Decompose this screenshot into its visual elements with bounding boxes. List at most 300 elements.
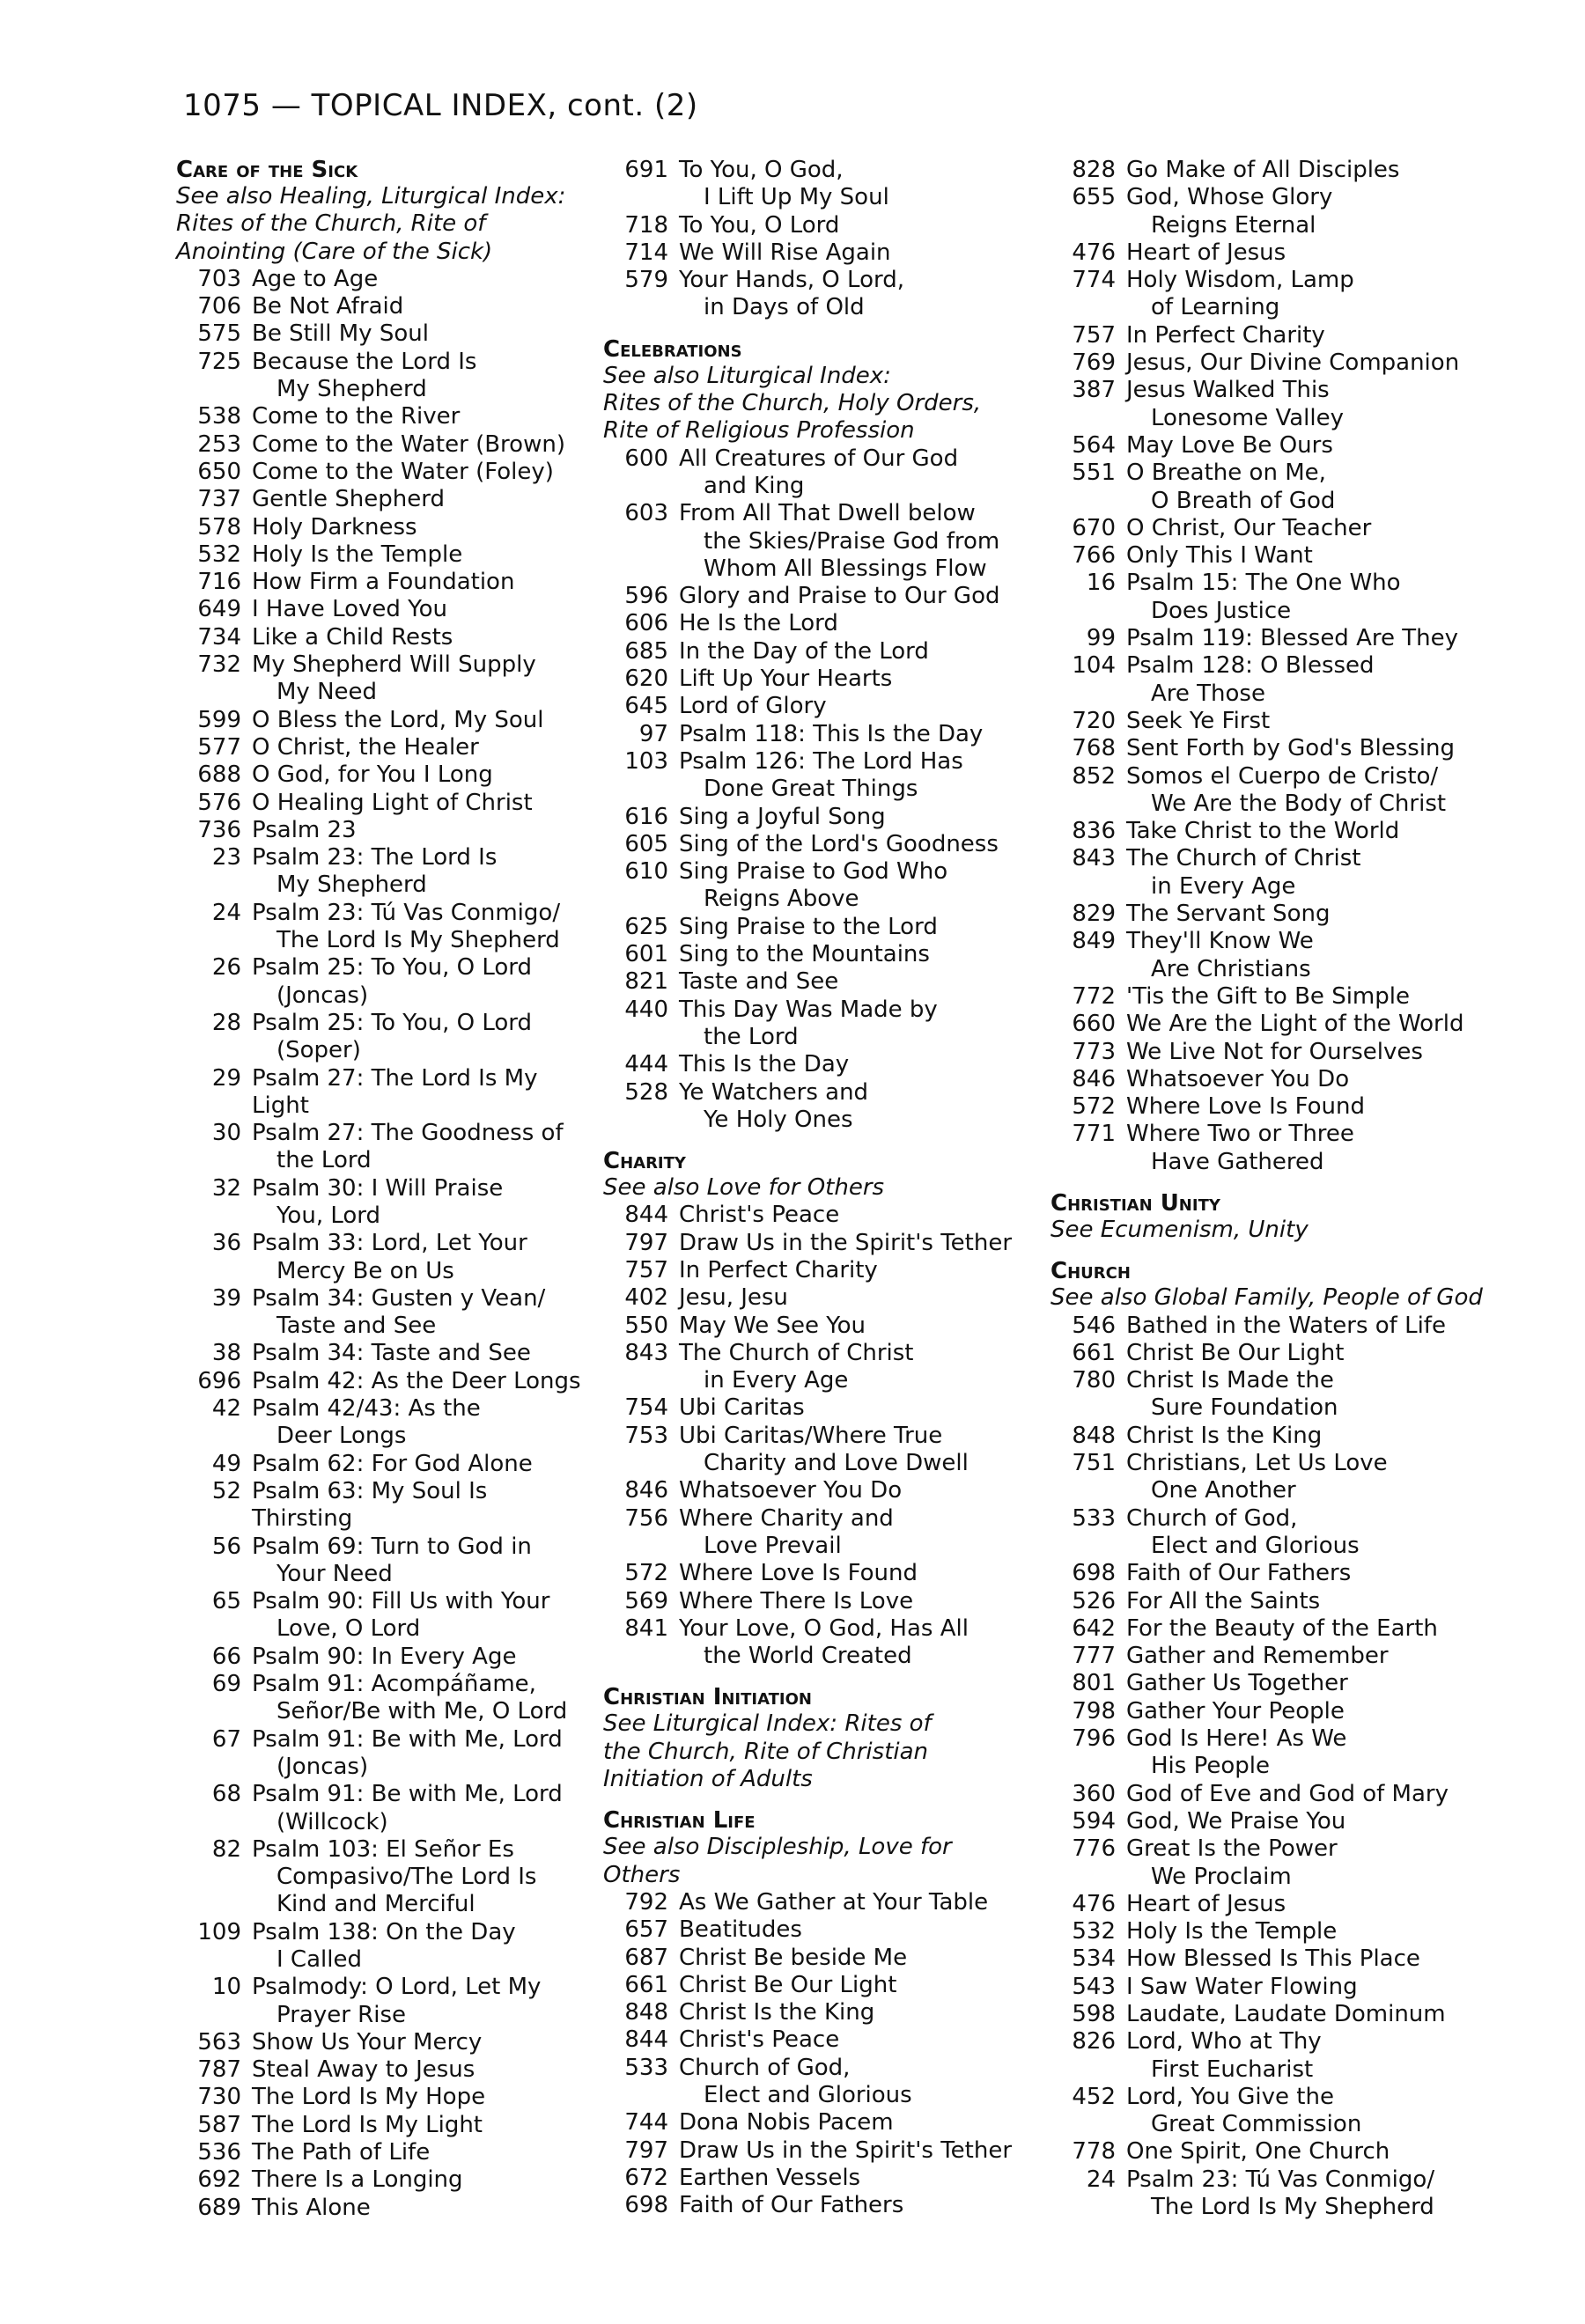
hymn-number: 52 (211, 1477, 241, 1504)
hymn-number: 846 (1072, 1065, 1116, 1092)
hymn-number: 109 (197, 1918, 241, 1945)
hymn-title-line: Reigns Above (704, 886, 859, 913)
hymn-title-line: Your Hands, O Lord, (679, 267, 904, 294)
index-entry (1051, 1670, 1491, 1697)
hymn-number: 650 (197, 458, 241, 485)
index-entry (603, 1560, 1035, 1587)
index-entry (1051, 2084, 1491, 2139)
hymn-title-line: Charity and Love Dwell (704, 1450, 969, 1477)
hymn-number: 26 (211, 954, 241, 982)
hymn-title (679, 2109, 1035, 2136)
index-entry (603, 858, 1035, 914)
hymn-number: 82 (211, 1835, 241, 1863)
hymn-title (679, 1505, 1035, 1561)
hymn-title (1126, 735, 1491, 762)
section-heading: Christian Life (603, 1807, 756, 1835)
hymn-title-line: I Have Loved You (252, 596, 447, 623)
hymn-title (1126, 652, 1491, 708)
hymn-title (1126, 1781, 1491, 1808)
hymn-title-line: God of Eve and God of Mary (1126, 1780, 1449, 1807)
hymn-title-line: Whatsoever You Do (679, 1477, 903, 1504)
hymn-title-line: Go Make of All Disciples (1126, 157, 1400, 183)
index-entry (1051, 652, 1491, 708)
hymn-title (1126, 1505, 1491, 1561)
hymn-number: 24 (1086, 2166, 1116, 2193)
hymn-title (252, 1340, 590, 1367)
hymn-title-line: In Perfect Charity (679, 1256, 878, 1283)
hymn-title-line: In Perfect Charity (1126, 321, 1325, 349)
hymn-title-line: We Live Not for Ourselves (1126, 1038, 1423, 1065)
hymn-number: 774 (1072, 267, 1116, 294)
hymn-title-line: Lord, Who at Thy (1126, 2028, 1322, 2056)
hymn-title-line: Like a Child Rests (252, 623, 453, 651)
index-entry (1051, 1808, 1491, 1835)
index-entry (1051, 1615, 1491, 1643)
hymn-number: 841 (624, 1614, 668, 1642)
hymn-number: 773 (1072, 1038, 1116, 1065)
hymn-title (679, 1340, 1035, 1395)
index-entry (176, 651, 590, 707)
hymn-number: 49 (211, 1450, 241, 1477)
hymn-title-line: We Will Rise Again (679, 239, 891, 266)
hymn-number: 846 (624, 1477, 668, 1504)
hymn-number: 757 (624, 1256, 668, 1283)
hymn-title (679, 858, 1035, 914)
hymn-number: 625 (624, 913, 668, 940)
index-entry (176, 954, 590, 1010)
index-section (603, 1807, 1035, 2219)
hymn-number: 606 (624, 610, 668, 637)
hymn-title (252, 403, 590, 430)
hymn-title-line: Sing a Joyful Song (679, 803, 886, 830)
hymn-number: 796 (1072, 1725, 1116, 1753)
hymn-title-line: The Lord Is My Shepherd (1151, 2194, 1434, 2221)
hymn-number: 103 (624, 747, 668, 775)
see-also-note: See also Liturgical Index: (603, 362, 891, 389)
hymn-title (1126, 1039, 1491, 1066)
hymn-title (1126, 1011, 1491, 1038)
hymn-number: 655 (1072, 184, 1116, 211)
hymn-number: 716 (197, 569, 241, 596)
hymn-title-line: Psalm 15: The One Who (1126, 570, 1401, 597)
hymn-title-line: Psalm 25: To You, O Lord (252, 954, 533, 982)
hymn-title-line: God, We Praise You (1126, 1807, 1346, 1835)
index-entry (176, 1395, 590, 1451)
hymn-number: 65 (211, 1588, 241, 1615)
hymn-number: 536 (197, 2139, 241, 2166)
hymn-number: 550 (624, 1312, 668, 1339)
hymn-title (1126, 1725, 1491, 1781)
hymn-title (1126, 1313, 1491, 1340)
index-entry (603, 1972, 1035, 1999)
index-entry (1051, 542, 1491, 570)
index-entry (603, 239, 1035, 267)
hymn-title-line: Heart of Jesus (1126, 1890, 1286, 1917)
hymn-title-line: Gentle Shepherd (252, 486, 445, 513)
index-entry (1051, 1781, 1491, 1808)
index-entry (1051, 1313, 1491, 1340)
hymn-title (679, 2165, 1035, 2192)
see-also-note: Anointing (Care of the Sick) (176, 238, 493, 265)
hymn-title (252, 624, 590, 651)
index-entry (176, 2112, 590, 2139)
hymn-title (252, 900, 590, 955)
hymn-title-line: One Spirit, One Church (1126, 2138, 1390, 2166)
section-heading: Christian Unity (1051, 1189, 1220, 1217)
hymn-title (252, 1781, 590, 1836)
hymn-number: 780 (1072, 1367, 1116, 1394)
hymn-title (252, 817, 590, 844)
hymn-title-line: (Joncas) (276, 982, 369, 1009)
hymn-title (679, 1423, 1035, 1478)
index-entry (176, 1671, 590, 1726)
hymn-title (1126, 1560, 1491, 1587)
hymn-title-line: In the Day of the Lord (679, 637, 929, 665)
hymn-number: 844 (624, 1202, 668, 1229)
index-entry (603, 500, 1035, 583)
hymn-number: 661 (624, 1971, 668, 1998)
hymn-number: 572 (624, 1560, 668, 1587)
hymn-title (252, 734, 590, 761)
hymn-title (679, 1615, 1035, 1671)
hymn-title (679, 1313, 1035, 1340)
hymn-title-line: O Christ, the Healer (252, 733, 479, 761)
hymn-title-line: Psalm 62: For God Alone (252, 1450, 533, 1477)
hymn-title (1126, 1643, 1491, 1670)
hymn-title (1126, 2028, 1491, 2084)
hymn-title-line: Christ's Peace (679, 1202, 840, 1229)
index-entry (176, 1120, 590, 1175)
hymn-title (679, 1079, 1035, 1135)
index-entry (176, 817, 590, 844)
index-entry (603, 997, 1035, 1052)
index-entry (603, 2026, 1035, 2054)
see-also-note: Initiation of Adults (603, 1766, 813, 1793)
index-entry (603, 666, 1035, 693)
index-entry (1051, 1011, 1491, 1038)
hymn-number: 578 (197, 513, 241, 541)
hymn-title-line: Whom All Blessings Flow (704, 555, 987, 582)
hymn-number: 569 (624, 1587, 668, 1614)
hymn-number: 718 (624, 211, 668, 239)
hymn-title-line: Only This I Want (1126, 542, 1313, 570)
index-entry (603, 157, 1035, 212)
hymn-title-line: Psalm 34: Taste and See (252, 1340, 531, 1367)
hymn-title (252, 1065, 590, 1121)
hymn-title-line: Elect and Glorious (1151, 1532, 1360, 1559)
hymn-title (679, 610, 1035, 637)
hymn-title-line: Psalm 42/43: As the (252, 1395, 481, 1423)
hymn-title-line: Where Love Is Found (1126, 1093, 1366, 1121)
hymn-title (1126, 1808, 1491, 1835)
hymn-title (679, 1588, 1035, 1615)
hymn-title (679, 1945, 1035, 1972)
hymn-number: 670 (1072, 514, 1116, 541)
hymn-title-line: in Every Age (1151, 872, 1296, 900)
hymn-title (1126, 983, 1491, 1011)
hymn-title-line: Ubi Caritas/Where True (679, 1422, 943, 1449)
hymn-title (1126, 460, 1491, 515)
hymn-title-line: 'Tis the Gift to Be Simple (1126, 982, 1410, 1010)
hymn-title (1126, 1698, 1491, 1725)
hymn-title-line: Come to the River (252, 403, 461, 430)
hymn-number: 67 (211, 1725, 241, 1753)
index-entry (603, 1284, 1035, 1312)
index-entry (1051, 1560, 1491, 1587)
hymn-title (1126, 267, 1491, 322)
hymn-title-line: The Lord Is My Hope (252, 2084, 486, 2111)
index-entry (176, 900, 590, 955)
hymn-title (252, 1836, 590, 1919)
hymn-title (252, 569, 590, 596)
hymn-number: 843 (1072, 845, 1116, 872)
hymn-title-line: Holy Darkness (252, 513, 417, 541)
hymn-title-line: Faith of Our Fathers (679, 2192, 904, 2219)
index-entry (603, 748, 1035, 804)
hymn-number: 452 (1072, 2083, 1116, 2110)
see-also-note: Rites of the Church, Rite of (176, 210, 486, 238)
hymn-title (252, 293, 590, 320)
hymn-title-line: Psalm 42: As the Deer Longs (252, 1367, 581, 1394)
index-entry (176, 596, 590, 623)
hymn-title-line: This Day Was Made by (679, 996, 938, 1023)
hymn-title (679, 239, 1035, 267)
see-also-note: See also Love for Others (603, 1174, 885, 1202)
index-column-2 (603, 157, 1035, 2219)
hymn-title (1126, 2166, 1491, 2222)
hymn-title-line: Psalm 128: O Blessed (1126, 652, 1375, 680)
hymn-title (679, 267, 1035, 322)
hymn-title (1126, 239, 1491, 267)
hymn-title-line: Prayer Rise (276, 2001, 407, 2028)
hymn-title-line: of Learning (1151, 294, 1280, 321)
hymn-title-line: the Lord (704, 1023, 799, 1050)
index-entry (603, 2192, 1035, 2219)
index-column-1 (176, 157, 590, 2222)
hymn-number: 696 (197, 1367, 241, 1394)
hymn-title (679, 1202, 1035, 1229)
hymn-number: 24 (211, 899, 241, 926)
hymn-title-line: Psalm 91: Acompáñame, (252, 1671, 536, 1698)
hymn-title-line: and King (704, 472, 805, 499)
hymn-title-line: (Joncas) (276, 1753, 369, 1780)
see-also-note: See also Discipleship, Love for Others (603, 1834, 952, 1888)
hymn-title-line: We Are the Body of Christ (1151, 790, 1447, 817)
hymn-title (1126, 845, 1491, 901)
hymn-title-line: Reigns Eternal (1151, 211, 1316, 239)
hymn-title (252, 1974, 590, 2029)
hymn-number: 769 (1072, 349, 1116, 377)
hymn-title-line: From All That Dwell below (679, 500, 976, 527)
hymn-title-line: Taste and See (276, 1313, 437, 1340)
hymn-title (679, 638, 1035, 666)
hymn-title (1126, 349, 1491, 377)
hymn-number: 753 (624, 1422, 668, 1449)
hymn-title-line: Take Christ to the World (1126, 818, 1400, 845)
hymn-title-line: Ye Holy Ones (704, 1106, 853, 1133)
index-column-3 (1051, 157, 1491, 2221)
index-entry (1051, 377, 1491, 432)
index-entry (603, 1079, 1035, 1135)
hymn-number: 792 (624, 1888, 668, 1916)
index-entry (1051, 1643, 1491, 1670)
hymn-number: 771 (1072, 1121, 1116, 1148)
index-entry (1051, 2166, 1491, 2222)
hymn-title-line: (Willcock) (276, 1808, 388, 1835)
hymn-title-line: Psalm 138: On the Day (252, 1918, 516, 1945)
hymn-title (252, 1285, 590, 1341)
hymn-number: 703 (197, 265, 241, 292)
index-entry (603, 804, 1035, 831)
hymn-title (1126, 1615, 1491, 1643)
hymn-title (679, 666, 1035, 693)
hymn-title-line: I Called (276, 1946, 362, 1973)
hymn-title-line: Be Still My Soul (252, 320, 429, 348)
index-entry (603, 941, 1035, 968)
hymn-number: 698 (624, 2192, 668, 2219)
hymn-title-line: the Skies/Praise God from (704, 527, 1000, 555)
index-entry (176, 1175, 590, 1231)
hymn-number: 714 (624, 239, 668, 266)
hymn-number: 688 (197, 761, 241, 789)
index-entry (176, 1230, 590, 1285)
index-entry (1051, 625, 1491, 652)
hymn-number: 579 (624, 267, 668, 294)
hymn-title-line: Lift Up Your Hearts (679, 666, 893, 693)
hymn-number: 476 (1072, 1890, 1116, 1917)
hymn-number: 30 (211, 1120, 241, 1147)
see-also-note: See Ecumenism, Unity (1051, 1216, 1309, 1243)
index-entry (176, 1368, 590, 1395)
hymn-number: 660 (1072, 1011, 1116, 1038)
index-entry (176, 2139, 590, 2166)
hymn-title-line: Psalm 33: Lord, Let Your (252, 1230, 527, 1257)
hymn-title-line: Psalm 34: Gusten y Vean/ (252, 1284, 546, 1312)
hymn-title (252, 954, 590, 1010)
section-heading: Care of the Sick (176, 157, 358, 183)
index-section (1051, 1190, 1491, 1244)
hymn-number: 772 (1072, 982, 1116, 1010)
hymn-title-line: Sent Forth by God's Blessing (1126, 735, 1456, 762)
hymn-title (1126, 542, 1491, 570)
hymn-title-line: We Proclaim (1151, 1863, 1292, 1890)
hymn-title (1126, 1423, 1491, 1450)
index-entry (603, 2137, 1035, 2165)
hymn-number: 543 (1072, 1973, 1116, 2000)
hymn-title-line: Come to the Water (Brown) (252, 430, 565, 458)
hymn-number: 849 (1072, 928, 1116, 955)
index-entry (176, 1919, 590, 1975)
hymn-title (252, 349, 590, 404)
index-entry (176, 431, 590, 459)
hymn-number: 10 (211, 1974, 241, 2001)
hymn-number: 476 (1072, 239, 1116, 266)
see-also-note: Rites of the Church, Holy Orders, (603, 390, 982, 417)
hymn-title-line: Are Those (1151, 680, 1265, 707)
hymn-number: 42 (211, 1395, 241, 1423)
hymn-title (1126, 818, 1491, 845)
index-entry (603, 1999, 1035, 2026)
hymn-title (252, 2166, 590, 2194)
index-entry (176, 514, 590, 541)
hymn-title (252, 1644, 590, 1671)
hymn-number: 620 (624, 666, 668, 693)
hymn-title-line: Draw Us in the Spirit's Tether (679, 1229, 1013, 1256)
hymn-title-line: Laudate, Laudate Dominum (1126, 2001, 1446, 2027)
hymn-title-line: God, Whose Glory (1126, 184, 1333, 211)
hymn-title-line: How Firm a Foundation (252, 569, 515, 596)
index-entry (1051, 1066, 1491, 1093)
index-entry (603, 1588, 1035, 1615)
hymn-title-line: This Alone (252, 2194, 371, 2221)
hymn-title-line: Age to Age (252, 265, 379, 292)
hymn-title (1126, 1450, 1491, 1505)
hymn-title (679, 748, 1035, 804)
hymn-title-line: Gather Us Together (1126, 1670, 1348, 1697)
hymn-title-line: Psalmody: O Lord, Let My (252, 1974, 542, 2001)
hymn-title-line: O God, for You I Long (252, 761, 493, 789)
index-entry (603, 2055, 1035, 2110)
hymn-title (1126, 322, 1491, 349)
hymn-number: 253 (197, 430, 241, 458)
section-heading: Charity (603, 1148, 686, 1175)
hymn-number: 787 (197, 2056, 241, 2084)
index-entry (176, 734, 590, 761)
hymn-number: 387 (1072, 377, 1116, 404)
hymn-title-line: Where Charity and (679, 1504, 894, 1532)
index-entry (176, 1533, 590, 1589)
hymn-title (1126, 1588, 1491, 1615)
index-entry (176, 761, 590, 789)
hymn-title (1126, 1835, 1491, 1891)
hymn-number: 599 (197, 706, 241, 733)
index-entry (176, 2056, 590, 2084)
hymn-title-line: The Lord Is My Shepherd (276, 927, 560, 954)
hymn-title-line: They'll Know We (1126, 928, 1314, 955)
hymn-title (679, 2192, 1035, 2219)
hymn-title (252, 2029, 590, 2056)
hymn-number: 720 (1072, 707, 1116, 734)
hymn-title (252, 2056, 590, 2084)
hymn-title-line: the Lord (276, 1147, 372, 1174)
index-entry (176, 541, 590, 569)
hymn-title-line: God Is Here! As We (1126, 1725, 1347, 1753)
hymn-title-line: Sure Foundation (1151, 1394, 1338, 1422)
hymn-number: 672 (624, 2164, 668, 2191)
hymn-title-line: Señor/Be with Me, O Lord (276, 1698, 568, 1725)
hymn-number: 587 (197, 2111, 241, 2138)
hymn-title (1126, 1670, 1491, 1697)
hymn-title (252, 651, 590, 707)
hymn-title-line: Psalm 23: Tú Vas Conmigo/ (252, 899, 561, 926)
hymn-number: 852 (1072, 762, 1116, 790)
hymn-title-line: in Every Age (704, 1367, 849, 1394)
hymn-number: 563 (197, 2028, 241, 2056)
hymn-title (1126, 708, 1491, 735)
hymn-number: 776 (1072, 1835, 1116, 1863)
hymn-number: 616 (624, 803, 668, 830)
hymn-title (679, 212, 1035, 239)
index-entry (1051, 432, 1491, 460)
index-section (176, 157, 590, 2222)
hymn-title-line: O Christ, Our Teacher (1126, 514, 1372, 541)
hymn-number: 798 (1072, 1697, 1116, 1725)
hymn-title-line: Christians, Let Us Love (1126, 1450, 1388, 1477)
index-entry (176, 624, 590, 651)
hymn-title-line: Where Two or Three (1126, 1121, 1354, 1148)
hymn-title-line: You, Lord (276, 1202, 381, 1229)
hymn-number: 730 (197, 2084, 241, 2111)
